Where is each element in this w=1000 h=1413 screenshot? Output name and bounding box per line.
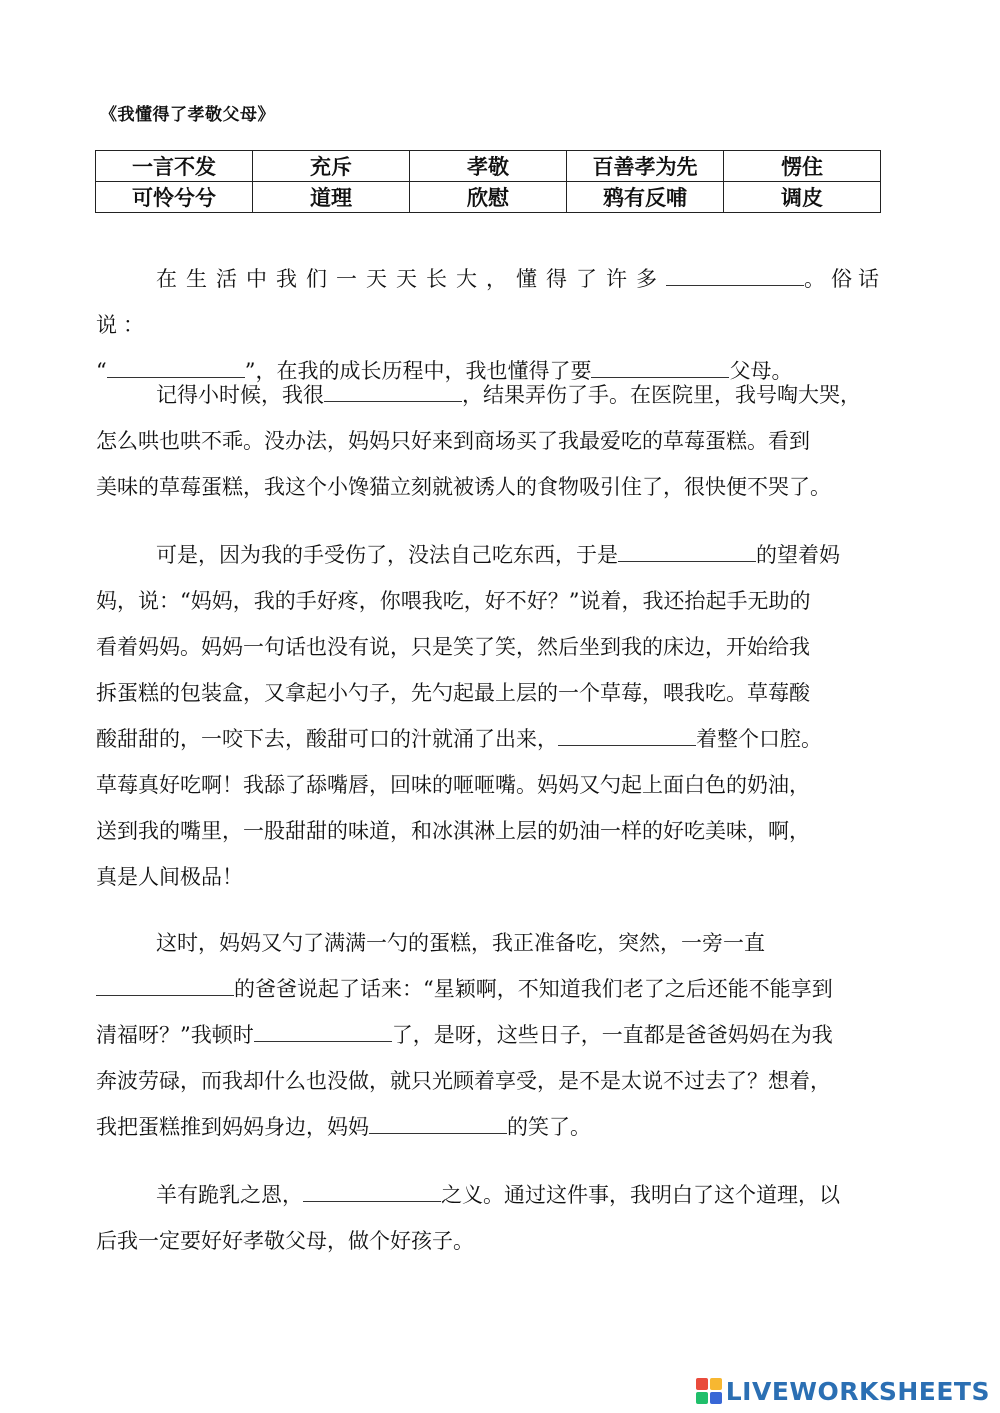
word-bank-table (95, 150, 881, 213)
text: 清福呀？”我顿时 (96, 1023, 254, 1047)
text: 的望着妈 (756, 543, 840, 567)
text: 了，是呀，这些日子，一直都是爸爸妈妈在为我 (391, 1023, 833, 1047)
logo-square (696, 1378, 708, 1390)
text: 之义。通过这件事，我明白了这个道理，以 (441, 1183, 840, 1207)
text: 。俗话说： (96, 267, 885, 337)
text: ”，在我的成长历程中，我也懂得了要 (244, 359, 592, 383)
logo-text: LIVEWORKSHEETS (725, 1376, 990, 1406)
logo-square (710, 1392, 722, 1404)
worksheet-title: 《我懂得了孝敬父母》 (100, 105, 275, 125)
text: 的爸爸说起了话来：“星颖啊，不知道我们老了之后还能不能享到 (234, 977, 833, 1001)
answer-blank[interactable] (96, 973, 234, 996)
text: 真是人间极品！ (96, 865, 243, 889)
answer-blank[interactable] (369, 1111, 507, 1134)
word-bank-row (96, 182, 881, 213)
word-bank-cell: 调皮 (724, 182, 881, 213)
paragraph-2 (96, 372, 926, 510)
text: 妈，说：“妈妈，我的手好疼，你喂我吃，好不好？”说着，我还抬起手无助的 (96, 589, 811, 613)
paragraph-3 (96, 532, 926, 900)
word-bank-cell: 愣住 (724, 151, 881, 182)
text: 的笑了。 (507, 1115, 591, 1139)
answer-blank[interactable] (324, 379, 462, 402)
answer-blank[interactable] (303, 1179, 441, 1202)
text: 父母。 (729, 359, 793, 383)
text: 怎么哄也哄不乖。没办法，妈妈只好来到商场买了我最爱吃的草莓蛋糕。看到 (96, 429, 810, 453)
text: “ (96, 359, 107, 383)
word-bank-row (96, 151, 881, 182)
word-bank-cell: 百善孝为先 (567, 151, 724, 182)
text: 送到我的嘴里，一股甜甜的味道，和冰淇淋上层的奶油一样的好吃美味，啊， (96, 819, 810, 843)
word-bank-cell: 鸦有反哺 (567, 182, 724, 213)
word-bank-cell: 孝敬 (410, 151, 567, 182)
word-bank-cell: 可怜兮兮 (96, 182, 253, 213)
word-bank-cell: 欣慰 (410, 182, 567, 213)
answer-blank[interactable] (254, 1019, 392, 1042)
liveworksheets-logo (696, 1376, 990, 1406)
paragraph-5 (96, 1172, 926, 1264)
logo-square (696, 1392, 708, 1404)
answer-blank[interactable] (666, 263, 804, 286)
answer-blank[interactable] (618, 539, 756, 562)
text: ，结果弄伤了手。在医院里，我号啕大哭， (462, 383, 861, 407)
word-bank-cell: 一言不发 (96, 151, 253, 182)
word-bank-cell: 道理 (253, 182, 410, 213)
text: 着整个口腔。 (696, 727, 822, 751)
text: 在生活中我们一天天长大，懂得了许多 (156, 267, 666, 291)
text: 美味的草莓蛋糕，我这个小馋猫立刻就被诱人的食物吸引住了，很快便不哭了。 (96, 475, 831, 499)
paragraph-4 (96, 920, 926, 1150)
text: 奔波劳碌，而我却什么也没做，就只光顾着享受，是不是太说不过去了？想着， (96, 1069, 831, 1093)
text: 我把蛋糕推到妈妈身边，妈妈 (96, 1115, 369, 1139)
text: 草莓真好吃啊！我舔了舔嘴唇，回味的咂咂嘴。妈妈又勺起上面白色的奶油， (96, 773, 810, 797)
logo-square (710, 1378, 722, 1390)
text: 酸甜甜的，一咬下去，酸甜可口的汁就涌了出来， (96, 727, 558, 751)
answer-blank[interactable] (558, 723, 696, 746)
text: 这时，妈妈又勺了满满一勺的蛋糕，我正准备吃，突然，一旁一直 (156, 931, 765, 955)
word-bank-cell: 充斥 (253, 151, 410, 182)
text: 可是，因为我的手受伤了，没法自己吃东西，于是 (156, 543, 618, 567)
text: 羊有跪乳之恩， (156, 1183, 303, 1207)
logo-grid-icon (696, 1378, 722, 1404)
text: 记得小时候，我很 (156, 383, 324, 407)
text: 拆蛋糕的包装盒，又拿起小勺子，先勺起最上层的一个草莓，喂我吃。草莓酸 (96, 681, 810, 705)
text: 看着妈妈。妈妈一句话也没有说，只是笑了笑，然后坐到我的床边，开始给我 (96, 635, 810, 659)
text: 后我一定要好好孝敬父母，做个好孩子。 (96, 1229, 474, 1253)
